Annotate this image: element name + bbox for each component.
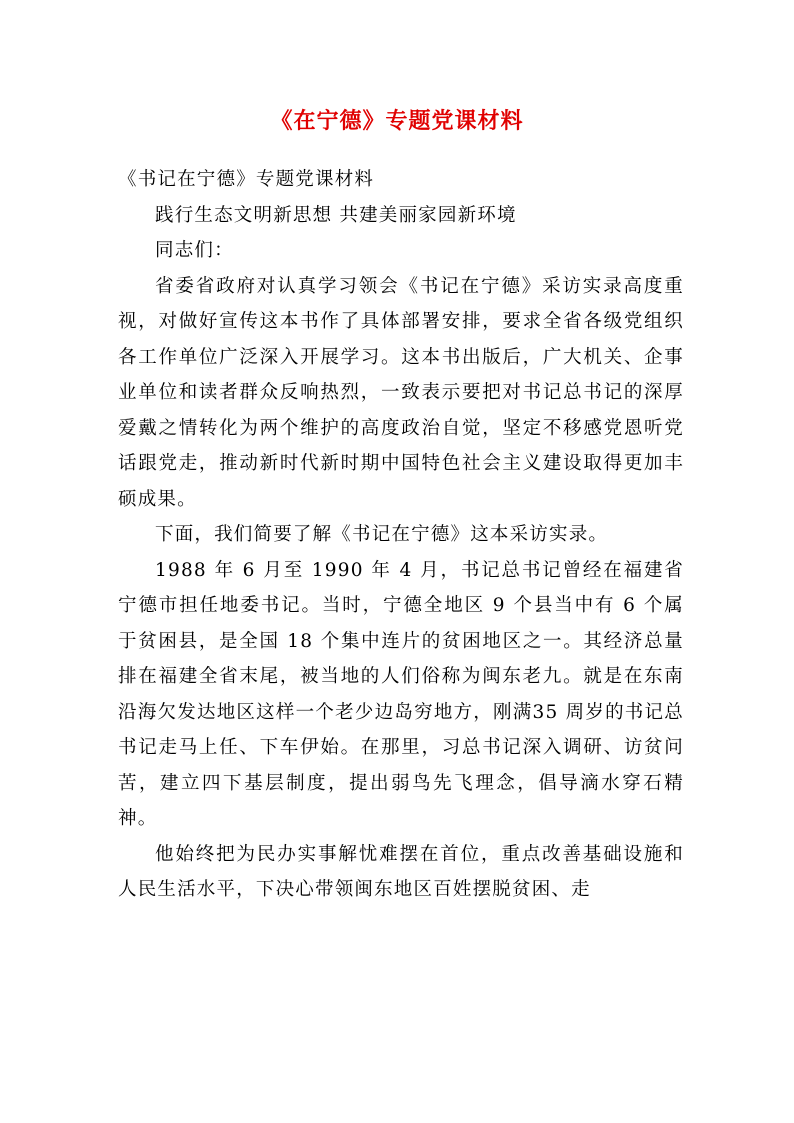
document-body (118, 162, 684, 908)
body-paragraph: 他始终把为民办实事解忧难摆在首位，重点改善基础设施和人民生活水平，下决心带领闽东地区百姓摆脱贫困、走 (118, 843, 684, 900)
body-paragraph: 下面，我们简要了解《书记在宁德》这本采访实录。 (155, 524, 609, 545)
salutation-paragraph: 同志们： (155, 240, 234, 261)
theme-paragraph: 践行生态文明新思想 共建美丽家园新环境 (155, 204, 517, 226)
document-title: 《在宁德》专题党课材料 (270, 108, 524, 134)
body-paragraph: 1988 年 6 月至 1990 年 4 月，书记总书记曾经在福建省宁德市担任地委书记。当时，宁德全地区 9 个县当中有 6 个属于贫困县，是全国 18 个集中连片的贫困地区之一。其经济总量排在福建全省末尾，被当地的人们俗称为闽东老九。就是在东南沿海欠发达地区这样一个老少边岛穷地方，刚满35 周岁的书记总书记走马上任、下车伊始。在那里，习总书记深入调研、访贫问苦，建立四下基层制度，提出弱鸟先飞理念，倡导滴水穿石精神。 (118, 559, 684, 829)
body-paragraph: 省委省政府对认真学习领会《书记在宁德》采访实录高度重视，对做好宣传这本书作了具体部署安排，要求全省各级党组织各工作单位广泛深入开展学习。这本书出版后，广大机关、企事业单位和读者群众反响热烈，一致表示要把对书记总书记的深厚爱戴之情转化为两个维护的高度政治自觉，坚定不移感党恩听党话跟党走，推动新时代新时期中国特色社会主义建设取得更加丰硕成果。 (118, 275, 684, 510)
body-subtitle-paragraph: 《书记在宁德》专题党课材料 (118, 169, 375, 190)
